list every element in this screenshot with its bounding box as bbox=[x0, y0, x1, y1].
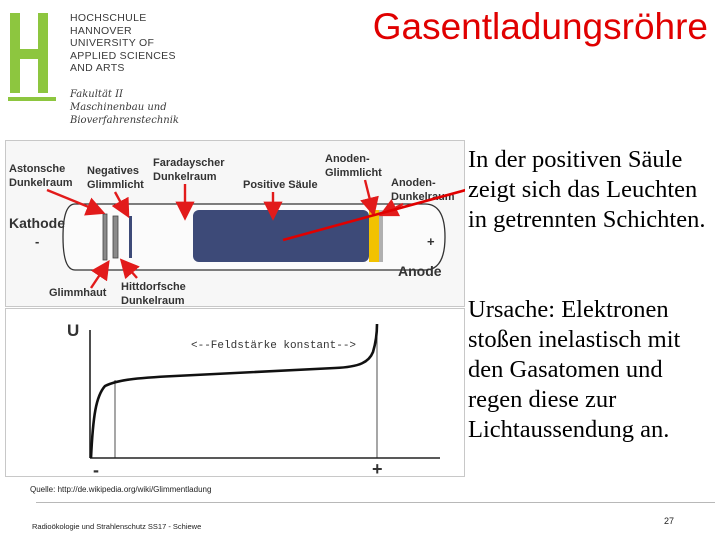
label-negatives-2: Glimmlicht bbox=[87, 179, 144, 191]
label-plus: + bbox=[427, 234, 435, 249]
logo-line: HANNOVER bbox=[70, 24, 132, 37]
discharge-tube bbox=[63, 204, 445, 270]
faculty-line: Fakultät II bbox=[70, 89, 123, 100]
label-kathode: Kathode bbox=[9, 215, 65, 231]
body-paragraph-1: In der positiven Säule zeigt sich das Leuchten in getrennten Schichten. bbox=[468, 146, 706, 233]
field-strength-annotation: <--Feldstärke konstant--> bbox=[191, 340, 357, 352]
faculty-line: Bioverfahrenstechnik bbox=[70, 115, 179, 126]
page-number: 27 bbox=[664, 516, 675, 526]
logo-line: UNIVERSITY OF bbox=[70, 37, 155, 50]
label-anoden-glimmlicht-2: Glimmlicht bbox=[325, 167, 382, 179]
label-anoden-dunkelraum-2: Dunkelraum bbox=[391, 191, 455, 203]
label-faraday-2: Dunkelraum bbox=[153, 171, 217, 183]
label-astonsche-2: Dunkelraum bbox=[9, 177, 73, 189]
source-citation: Quelle: http://de.wikipedia.org/wiki/Glimmentladung bbox=[30, 485, 212, 494]
slide-title: Gasentladungsröhre bbox=[372, 6, 708, 47]
label-faraday: Faradayscher bbox=[153, 157, 225, 169]
footer-divider bbox=[36, 502, 715, 503]
label-anoden-dunkelraum: Anoden- bbox=[391, 177, 436, 189]
axis-label-u: U bbox=[67, 321, 80, 340]
label-anoden-glimmlicht: Anoden- bbox=[325, 153, 370, 165]
faculty-line: Maschinenbau und bbox=[70, 102, 167, 113]
axis-label-minus: - bbox=[93, 460, 99, 477]
university-logo-icon bbox=[8, 13, 63, 101]
label-hittdorf-2: Dunkelraum bbox=[121, 295, 185, 307]
logo-line: APPLIED SCIENCES bbox=[70, 49, 176, 62]
university-name bbox=[70, 12, 176, 75]
label-astonsche: Astonsche bbox=[9, 163, 66, 175]
label-minus: - bbox=[35, 234, 40, 249]
label-hittdorf: Hittdorfsche bbox=[121, 281, 186, 293]
label-negatives: Negatives bbox=[87, 165, 139, 177]
footer-course: Radioökologie und Strahlenschutz SS17 - Schiewe bbox=[32, 522, 202, 531]
axis-label-plus: + bbox=[372, 459, 383, 477]
label-anode: Anode bbox=[398, 263, 442, 279]
label-positive-saeule: Positive Säule bbox=[243, 179, 318, 191]
faculty-name bbox=[70, 88, 179, 127]
label-glimmhaut: Glimmhaut bbox=[49, 287, 107, 299]
logo-line: AND ARTS bbox=[70, 62, 125, 75]
body-paragraph-2: Ursache: Elektronen stoßen inelastisch mit den Gasatomen und regen diese zur Lichtaussendung an. bbox=[468, 296, 681, 443]
gas-discharge-figure bbox=[5, 140, 465, 477]
logo-line: HOCHSCHULE bbox=[70, 12, 147, 24]
